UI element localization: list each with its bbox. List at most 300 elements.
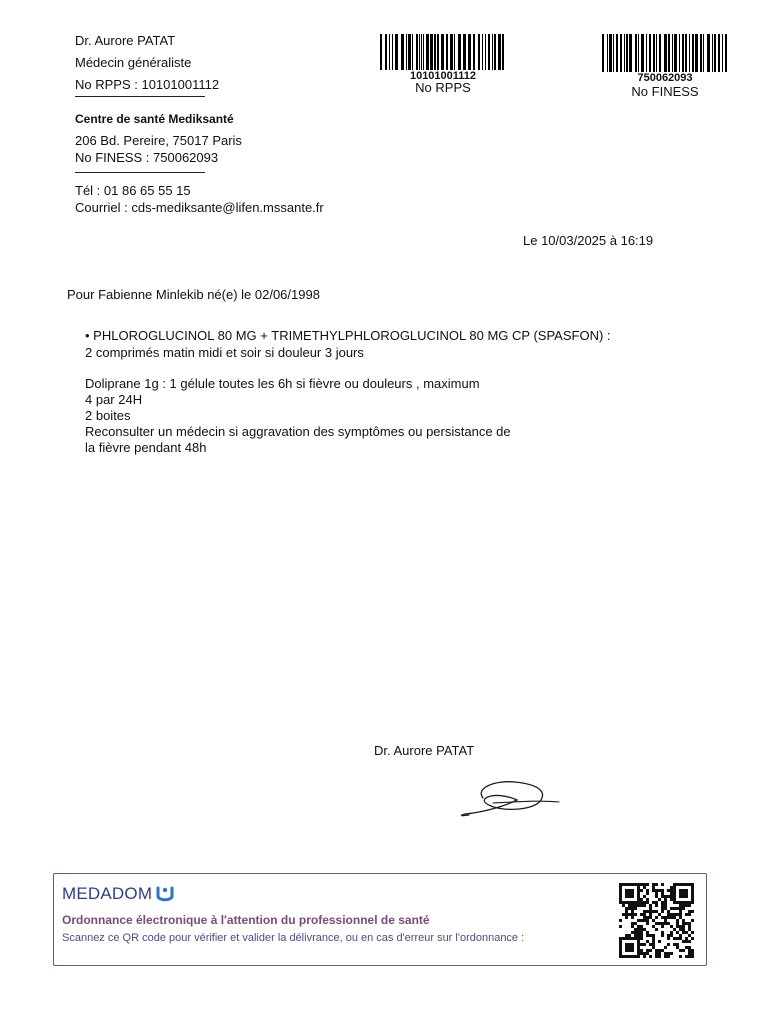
barcode-bar — [722, 34, 723, 72]
verification-qr-code[interactable] — [617, 882, 697, 958]
qr-module — [631, 910, 634, 913]
qr-module — [670, 895, 673, 898]
qr-module — [622, 937, 625, 940]
center-finess: No FINESS : 750062093 — [75, 150, 219, 165]
qr-module — [634, 913, 637, 916]
qr-module — [646, 919, 649, 922]
doctor-specialty: Médecin généraliste — [75, 55, 192, 70]
qr-module — [691, 889, 694, 892]
qr-module — [691, 883, 694, 886]
qr-module — [631, 916, 634, 919]
qr-module — [649, 934, 652, 937]
qr-module — [658, 940, 661, 943]
qr-module — [661, 934, 664, 937]
qr-module — [643, 955, 646, 958]
qr-module — [640, 952, 643, 955]
qr-module — [682, 907, 685, 910]
qr-module — [649, 904, 652, 907]
barcode-bar — [616, 34, 618, 72]
qr-module — [667, 922, 670, 925]
qr-module — [679, 889, 682, 892]
qr-module — [664, 922, 667, 925]
qr-module — [652, 910, 655, 913]
qr-module — [631, 904, 634, 907]
qr-module — [622, 901, 625, 904]
qr-module — [643, 895, 646, 898]
qr-module — [682, 901, 685, 904]
qr-module — [625, 913, 628, 916]
qr-module — [628, 937, 631, 940]
qr-module — [682, 919, 685, 922]
handwritten-signature — [455, 776, 565, 824]
qr-module — [634, 928, 637, 931]
barcode-bar — [649, 34, 651, 72]
qr-module — [661, 907, 664, 910]
qr-module — [670, 886, 673, 889]
barcode-bar — [478, 34, 480, 70]
qr-module — [631, 937, 634, 940]
contact-phone: Tél : 01 86 65 55 15 — [75, 183, 191, 198]
qr-module — [652, 937, 655, 940]
qr-module — [637, 952, 640, 955]
barcode-bar — [421, 34, 422, 70]
qr-module — [676, 907, 679, 910]
qr-module — [640, 898, 643, 901]
qr-module — [685, 922, 688, 925]
qr-module — [619, 946, 622, 949]
qr-module — [691, 955, 694, 958]
qr-module — [688, 952, 691, 955]
qr-module — [622, 913, 625, 916]
barcode-bar — [454, 34, 455, 70]
barcode-bar — [700, 34, 702, 72]
qr-module — [679, 937, 682, 940]
barcode-bar — [674, 34, 677, 72]
center-name: Centre de santé Mediksanté — [75, 112, 234, 126]
qr-module — [643, 913, 646, 916]
qr-module — [670, 913, 673, 916]
qr-module — [652, 883, 655, 886]
qr-module — [634, 904, 637, 907]
qr-module — [691, 898, 694, 901]
qr-module — [634, 955, 637, 958]
qr-module — [679, 883, 682, 886]
qr-module — [682, 895, 685, 898]
qr-module — [634, 901, 637, 904]
qr-module — [637, 946, 640, 949]
qr-module — [691, 892, 694, 895]
barcode-bar — [463, 34, 466, 70]
qr-module — [661, 883, 664, 886]
qr-module — [658, 889, 661, 892]
qr-module — [637, 886, 640, 889]
qr-module — [658, 955, 661, 958]
qr-module — [676, 925, 679, 928]
qr-module — [622, 955, 625, 958]
qr-module — [652, 889, 655, 892]
qr-module — [664, 955, 667, 958]
barcode-rpps-label: No RPPS — [415, 80, 471, 95]
qr-module — [646, 901, 649, 904]
qr-module — [631, 892, 634, 895]
qr-module — [655, 889, 658, 892]
qr-module — [682, 925, 685, 928]
qr-module — [619, 940, 622, 943]
qr-module — [643, 952, 646, 955]
qr-module — [688, 934, 691, 937]
qr-module — [676, 883, 679, 886]
qr-module — [688, 925, 691, 928]
qr-module — [655, 916, 658, 919]
barcode-bar — [725, 34, 727, 72]
rx-item1-line: • PHLOROGLUCINOL 80 MG + TRIMETHYLPHLOROGLUCINOL 80 MG CP (SPASFON) : — [85, 328, 611, 343]
qr-module — [637, 904, 640, 907]
qr-module — [688, 928, 691, 931]
barcode-bar — [609, 34, 612, 72]
qr-module — [631, 922, 634, 925]
qr-module — [640, 901, 643, 904]
qr-module — [637, 955, 640, 958]
barcode-bar — [446, 34, 448, 70]
qr-module — [679, 901, 682, 904]
qr-module — [631, 901, 634, 904]
qr-module — [655, 949, 658, 952]
qr-module — [634, 934, 637, 937]
qr-module — [685, 946, 688, 949]
qr-module — [628, 943, 631, 946]
qr-module — [655, 910, 658, 913]
qr-module — [679, 955, 682, 958]
qr-module — [679, 904, 682, 907]
qr-module — [676, 913, 679, 916]
qr-module — [676, 937, 679, 940]
barcode-bar — [380, 34, 382, 70]
qr-module — [643, 943, 646, 946]
qr-module — [682, 883, 685, 886]
qr-module — [640, 913, 643, 916]
qr-module — [619, 952, 622, 955]
barcode-bar — [695, 34, 698, 72]
qr-module — [673, 928, 676, 931]
qr-module — [652, 946, 655, 949]
rx-item2-line: Doliprane 1g : 1 gélule toutes les 6h si fièvre ou douleurs , maximum — [85, 376, 480, 391]
qr-module — [676, 943, 679, 946]
barcode-bar — [712, 34, 713, 72]
barcode-bar — [707, 34, 710, 72]
patient-line: Pour Fabienne Minlekib né(e) le 02/06/1998 — [67, 287, 320, 302]
qr-module — [661, 889, 664, 892]
qr-module — [619, 889, 622, 892]
qr-module — [682, 904, 685, 907]
barcode-bar — [441, 34, 444, 70]
qr-module — [679, 895, 682, 898]
qr-module — [688, 949, 691, 952]
qr-module — [646, 910, 649, 913]
qr-module — [649, 916, 652, 919]
qr-module — [631, 946, 634, 949]
doctor-rpps: No RPPS : 10101001112 — [75, 77, 220, 92]
qr-module — [649, 943, 652, 946]
rx-item2-line: la fièvre pendant 48h — [85, 440, 207, 455]
qr-module — [685, 892, 688, 895]
qr-module — [622, 883, 625, 886]
qr-module — [655, 883, 658, 886]
qr-module — [658, 913, 661, 916]
qr-module — [691, 952, 694, 955]
qr-module — [661, 925, 664, 928]
qr-module — [625, 934, 628, 937]
qr-module — [637, 949, 640, 952]
qr-module — [676, 922, 679, 925]
qr-module — [649, 907, 652, 910]
barcode-bar — [488, 34, 490, 70]
barcode-bar — [468, 34, 471, 70]
qr-module — [670, 916, 673, 919]
barcode-bar — [653, 34, 655, 72]
barcode-bar — [492, 34, 493, 70]
qr-module — [664, 919, 667, 922]
qr-module — [685, 889, 688, 892]
qr-module — [670, 934, 673, 937]
barcode-bar — [430, 34, 433, 70]
qr-module — [628, 907, 631, 910]
qr-module — [646, 940, 649, 943]
qr-module — [691, 901, 694, 904]
barcode-bar — [498, 34, 501, 70]
qr-module — [688, 955, 691, 958]
qr-module — [637, 919, 640, 922]
barcode-bar — [635, 34, 637, 72]
qr-module — [625, 916, 628, 919]
qr-module — [619, 949, 622, 952]
qr-module — [625, 907, 628, 910]
qr-module — [625, 910, 628, 913]
qr-module — [625, 883, 628, 886]
qr-module — [670, 925, 673, 928]
barcode-bar — [629, 34, 632, 72]
qr-module — [619, 901, 622, 904]
qr-module — [637, 895, 640, 898]
qr-module — [643, 883, 646, 886]
barcode-bar — [641, 34, 644, 72]
qr-module — [679, 910, 682, 913]
qr-module — [637, 883, 640, 886]
qr-module — [628, 946, 631, 949]
qr-module — [667, 913, 670, 916]
qr-module — [619, 892, 622, 895]
qr-module — [688, 940, 691, 943]
qr-module — [637, 892, 640, 895]
qr-module — [688, 883, 691, 886]
barcode-bar — [485, 34, 486, 70]
qr-module — [619, 886, 622, 889]
footer-title: Ordonnance électronique à l'attention du professionnel de santé — [62, 913, 430, 927]
footer-instructions: Scannez ce QR code pour vérifier et valider la délivrance, ou en cas d'erreur sur l'ordonnance : — [62, 932, 525, 944]
barcode-bar — [626, 34, 628, 72]
qr-module — [673, 907, 676, 910]
barcode-rpps-number: 10101001112 — [409, 70, 477, 82]
qr-module — [646, 898, 649, 901]
qr-module — [631, 949, 634, 952]
qr-module — [664, 895, 667, 898]
qr-module — [640, 937, 643, 940]
qr-module — [691, 931, 694, 934]
qr-module — [631, 895, 634, 898]
qr-module — [685, 883, 688, 886]
qr-module — [625, 955, 628, 958]
barcode-bar — [664, 34, 667, 72]
qr-module — [679, 934, 682, 937]
qr-module — [619, 943, 622, 946]
rx-item1-line: 2 comprimés matin midi et soir si douleur 3 jours — [85, 345, 364, 360]
barcode-bar — [494, 34, 496, 70]
qr-module — [637, 934, 640, 937]
qr-module — [625, 889, 628, 892]
qr-module — [685, 931, 688, 934]
barcode-bar — [406, 34, 407, 70]
qr-module — [625, 937, 628, 940]
qr-module — [655, 901, 658, 904]
barcode-bar — [426, 34, 429, 70]
qr-module — [688, 946, 691, 949]
qr-module — [625, 901, 628, 904]
qr-module — [640, 943, 643, 946]
qr-module — [679, 925, 682, 928]
qr-module — [637, 928, 640, 931]
qr-module — [619, 919, 622, 922]
qr-module — [652, 925, 655, 928]
barcode-bar — [416, 34, 418, 70]
qr-module — [670, 931, 673, 934]
qr-module — [640, 904, 643, 907]
qr-module — [631, 913, 634, 916]
qr-module — [631, 883, 634, 886]
qr-module — [628, 904, 631, 907]
barcode-bar — [401, 34, 404, 70]
qr-module — [655, 895, 658, 898]
qr-module — [637, 898, 640, 901]
barcode-bar — [718, 34, 720, 72]
barcode-bar — [613, 34, 614, 72]
qr-module — [643, 919, 646, 922]
qr-module — [673, 943, 676, 946]
qr-module — [682, 889, 685, 892]
qr-module — [682, 928, 685, 931]
rx-item2-line: 4 par 24H — [85, 392, 143, 407]
barcode-bar — [450, 34, 453, 70]
qr-module — [685, 913, 688, 916]
qr-module — [655, 955, 658, 958]
barcode-finess-bars — [600, 34, 730, 72]
qr-module — [643, 886, 646, 889]
barcode-bar — [423, 34, 424, 70]
qr-module — [673, 889, 676, 892]
qr-module — [619, 955, 622, 958]
qr-module — [673, 898, 676, 901]
signature-name: Dr. Aurore PATAT — [374, 743, 475, 758]
center-address: 206 Bd. Pereire, 75017 Paris — [75, 133, 242, 148]
contact-email: Courriel : cds-mediksante@lifen.mssante.fr — [75, 200, 324, 215]
barcode-bar — [682, 34, 684, 72]
barcode-bar — [602, 34, 604, 72]
qr-module — [646, 931, 649, 934]
qr-module — [637, 901, 640, 904]
qr-module — [652, 943, 655, 946]
barcode-bar — [620, 34, 622, 72]
rx-item2-line: 2 boites — [85, 408, 131, 423]
qr-module — [685, 895, 688, 898]
qr-module — [682, 922, 685, 925]
medadom-brand: MEDADOM — [62, 884, 153, 903]
qr-module — [688, 922, 691, 925]
qr-module — [670, 892, 673, 895]
barcode-bar — [607, 34, 608, 72]
qr-module — [655, 928, 658, 931]
qr-module — [676, 931, 679, 934]
qr-module — [667, 943, 670, 946]
qr-module — [646, 949, 649, 952]
qr-module — [661, 910, 664, 913]
qr-module — [673, 883, 676, 886]
qr-module — [631, 907, 634, 910]
barcode-bar — [419, 34, 420, 70]
qr-module — [670, 952, 673, 955]
qr-module — [625, 895, 628, 898]
barcode-finess-number: 750062093 — [637, 72, 693, 84]
qr-module — [646, 952, 649, 955]
qr-module — [649, 910, 652, 913]
qr-module — [619, 898, 622, 901]
qr-module — [667, 895, 670, 898]
qr-module — [667, 934, 670, 937]
qr-module — [655, 922, 658, 925]
qr-module — [670, 889, 673, 892]
qr-module — [646, 916, 649, 919]
qr-module — [691, 895, 694, 898]
barcode-bar — [659, 34, 661, 72]
qr-module — [637, 889, 640, 892]
qr-module — [628, 889, 631, 892]
qr-module — [676, 946, 679, 949]
qr-module — [667, 952, 670, 955]
barcode-finess — [600, 34, 730, 99]
qr-module — [658, 898, 661, 901]
qr-module — [625, 949, 628, 952]
qr-module — [649, 949, 652, 952]
qr-module — [691, 910, 694, 913]
qr-module — [682, 892, 685, 895]
qr-module — [673, 937, 676, 940]
qr-module — [625, 943, 628, 946]
e-prescription-footer — [53, 873, 707, 966]
qr-module — [664, 898, 667, 901]
qr-module — [637, 940, 640, 943]
qr-module — [661, 901, 664, 904]
qr-module — [679, 916, 682, 919]
qr-module — [637, 931, 640, 934]
qr-module — [649, 913, 652, 916]
qr-module — [643, 916, 646, 919]
qr-module — [643, 928, 646, 931]
divider — [75, 172, 205, 173]
qr-module — [685, 955, 688, 958]
qr-module — [685, 901, 688, 904]
qr-module — [646, 883, 649, 886]
rx-item2-line: Reconsulter un médecin si aggravation des symptômes ou persistance de — [85, 424, 511, 439]
qr-module — [685, 937, 688, 940]
qr-module — [634, 931, 637, 934]
qr-module — [625, 892, 628, 895]
